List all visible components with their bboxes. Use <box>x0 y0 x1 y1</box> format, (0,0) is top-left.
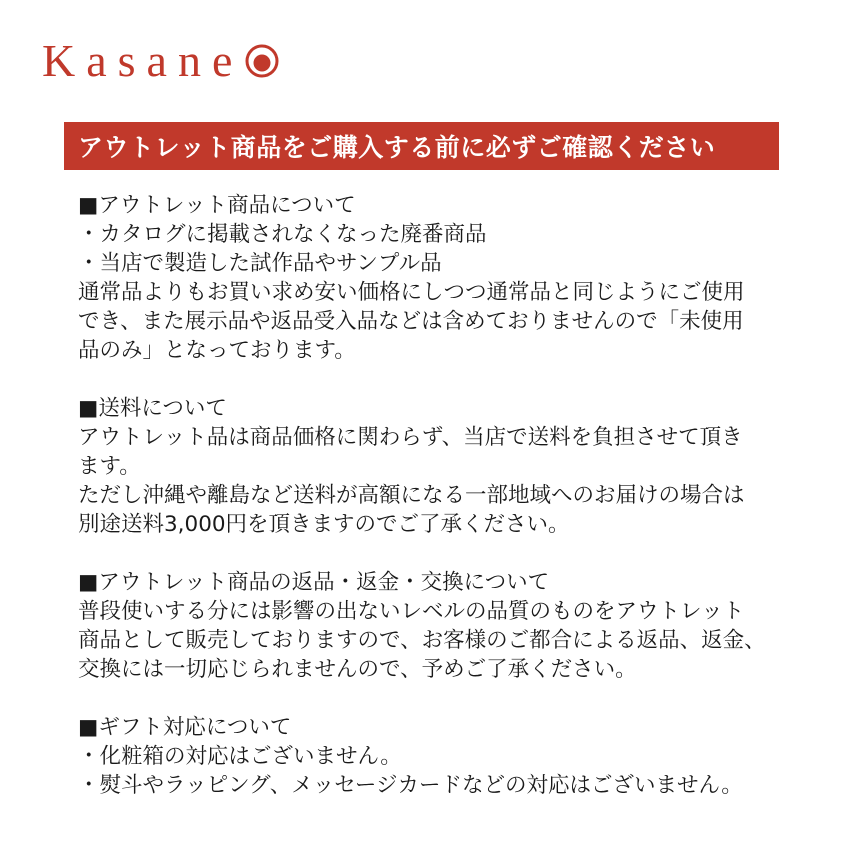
paragraph-line: アウトレット品は商品価格に関わらず、当店で送料を負担させて頂き <box>78 425 743 450</box>
brand-name: Kasane <box>42 35 244 86</box>
paragraph-line: 通常品よりもお買い求め安い価格にしつつ通常品と同じようにご使用 <box>78 280 745 305</box>
paragraph-line: 別途送料3,000円を頂きますのでご了承ください。 <box>78 512 570 537</box>
paragraph-line: 普段使いする分には影響の出ないレベルの品質のものをアウトレット <box>78 599 745 624</box>
section-heading: ■ギフト対応について <box>78 715 292 740</box>
section-heading: ■アウトレット商品の返品・返金・交換について <box>78 570 550 595</box>
paragraph-line: でき、また展示品や返品受入品などは含めておりませんので「未使用 <box>78 309 744 334</box>
section-shipping <box>78 394 798 539</box>
section-heading: ■送料について <box>78 396 227 421</box>
section-gift <box>78 713 798 800</box>
paragraph-line: ただし沖縄や離島など送料が高額になる一部地域へのお届けの場合は <box>78 483 745 508</box>
bullet-item: ・熨斗やラッピング、メッセージカードなどの対応はございません。 <box>78 773 743 798</box>
paragraph-line: 品のみ」となっております。 <box>78 338 356 363</box>
paragraph-line: 交換には一切応じられませんので、予めご了承ください。 <box>78 657 637 682</box>
brand-logo <box>42 36 279 86</box>
paragraph-line: ます。 <box>78 454 141 479</box>
notice-banner <box>64 122 779 170</box>
bullet-item: ・化粧箱の対応はございません。 <box>78 744 402 769</box>
section-heading: ■アウトレット商品について <box>78 193 356 218</box>
bullet-item: ・当店で製造した試作品やサンプル品 <box>78 251 442 276</box>
banner-title: アウトレット商品をご購入する前に必ずご確認ください <box>78 133 716 162</box>
section-outlet-items <box>78 191 798 365</box>
paragraph-line: 商品として販売しておりますので、お客様のご都合による返品、返金、 <box>78 628 766 653</box>
section-returns <box>78 568 798 684</box>
bullet-item: ・カタログに掲載されなくなった廃番商品 <box>78 222 487 247</box>
notice-content <box>78 191 798 829</box>
logo-circle-icon <box>245 44 279 78</box>
